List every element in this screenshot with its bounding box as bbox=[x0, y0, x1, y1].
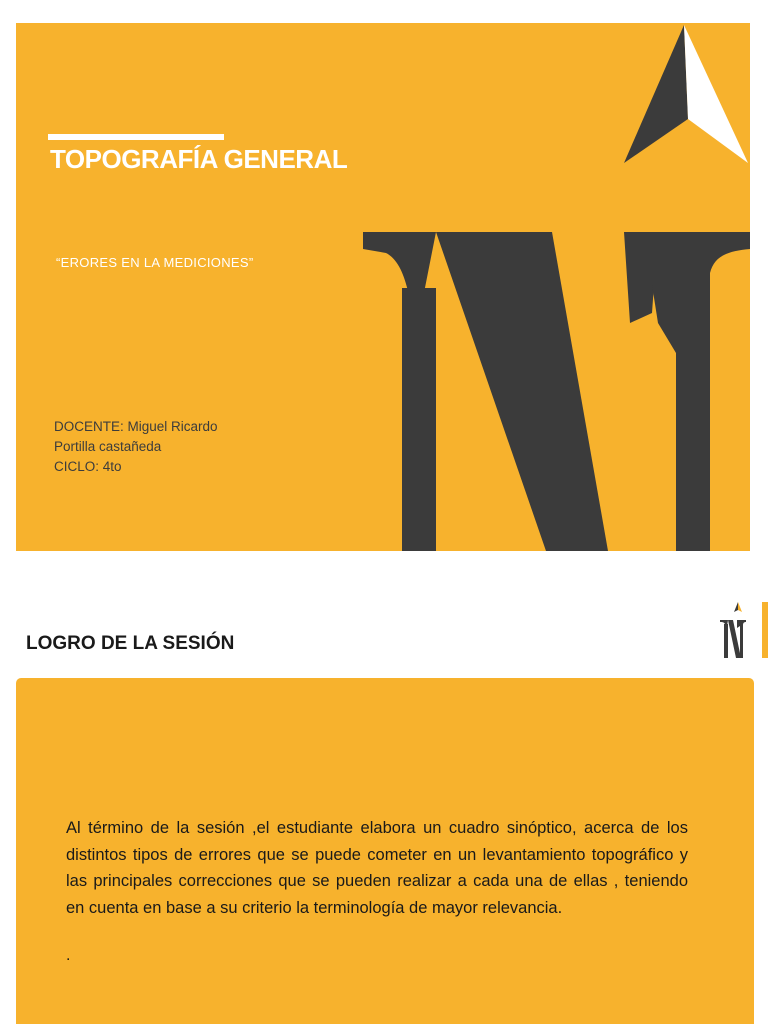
session-goal-box bbox=[16, 678, 754, 1024]
teacher-info bbox=[54, 417, 218, 477]
slide-title: TOPOGRAFÍA GENERAL bbox=[50, 144, 348, 174]
trailing-dot: . bbox=[66, 947, 71, 964]
title-slide bbox=[16, 23, 750, 551]
accent-strip bbox=[762, 602, 768, 658]
title-underline-bar bbox=[48, 134, 224, 140]
teacher-name-line2: Portilla castañeda bbox=[54, 439, 162, 454]
slide-subtitle: “ERORES EN LA MEDICIONES” bbox=[56, 255, 254, 270]
cycle-label: CICLO: 4to bbox=[54, 459, 122, 474]
logo-letter-n bbox=[363, 232, 750, 551]
teacher-name-line1: DOCENTE: Miguel Ricardo bbox=[54, 419, 218, 434]
university-logo-small bbox=[716, 602, 748, 660]
logo-arrow-light bbox=[684, 25, 748, 163]
session-goal-heading: LOGRO DE LA SESIÓN bbox=[26, 633, 235, 654]
session-goal-text: Al término de la sesión ,el estudiante elabora un cuadro sinóptico, acerca de los distintos tipos de errores que se puede cometer en un levantamiento topográfico y las principales correcciones que se pueden realizar a cada una de ellas , teniendo en cuenta en base a su criterio la terminología de mayor relevancia. bbox=[66, 819, 688, 917]
logo-arrow-dark bbox=[624, 25, 688, 163]
